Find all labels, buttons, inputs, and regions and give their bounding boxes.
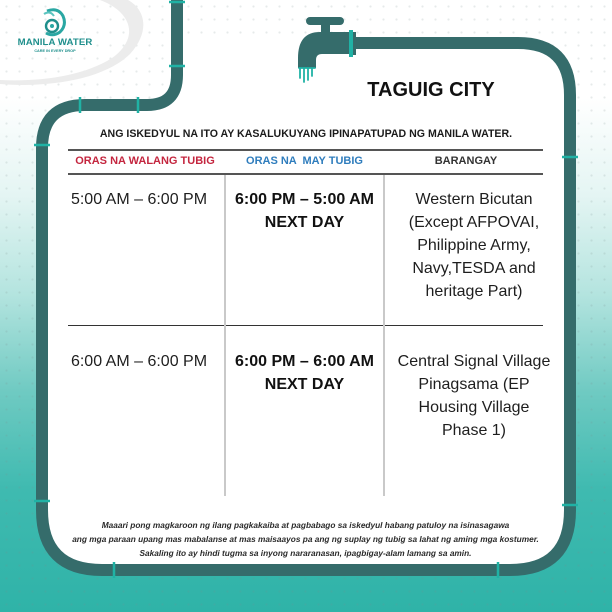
footer-line: Maaari pong magkaroon ng ilang pagkakaiba at pagbabago sa iskedyul habang patuloy na isinasagawa (101, 520, 510, 530)
barangay-line: heritage Part) (425, 283, 523, 300)
page-title: TAGUIG CITY (367, 79, 495, 101)
table-row-1-barangay (384, 188, 564, 303)
barangay-line: Central Signal Village (397, 353, 551, 370)
barangay-line: Housing Village (418, 399, 530, 416)
barangay-line: Phase 1) (441, 422, 507, 439)
barangay-line: Navy,TESDA and (412, 260, 536, 277)
table-row-2-barangay (384, 350, 564, 442)
table-row-1-no-water (55, 188, 223, 211)
footer-line: ang mga paraan upang mas mabalanse at mas maisaayos pa ang ng suplay ng tubig sa lahat ng aming mga kostumer. (72, 534, 539, 544)
footer-line: Sakaling ito ay hindi tugma sa inyong nararanasan, ipagbigay-alam lamang sa amin. (139, 548, 472, 558)
table-row-2-no-water (55, 350, 223, 373)
footer-disclaimer (47, 518, 564, 560)
with-water-note: NEXT DAY (264, 214, 345, 231)
logo-tagline: CARE IN EVERY DROP (34, 49, 76, 53)
table-row-1-with-water (225, 188, 384, 234)
schedule-notice: ANG ISKEDYUL NA ITO AY KASALUKUYANG IPINAPATUPAD NG MANILA WATER. (99, 128, 513, 140)
water-swirl-logo-icon (38, 8, 68, 38)
table-top-border (68, 149, 543, 151)
content-panel (42, 43, 570, 570)
header-with-water: ORAS NA MAY TUBIG (246, 155, 363, 167)
with-water-note: NEXT DAY (264, 376, 345, 393)
table-row-2-with-water (225, 350, 384, 396)
table-header-border (68, 173, 543, 175)
logo-wordmark: MANILA WATER (17, 37, 93, 48)
with-water-time: 6:00 PM – 6:00 AM (234, 353, 374, 370)
header-no-water: ORAS NA WALANG TUBIG (75, 155, 215, 167)
barangay-line: Western Bicutan (415, 191, 533, 208)
barangay-line: Pinagsama (EP (418, 376, 530, 393)
header-barangay: BARANGAY (434, 155, 498, 167)
barangay-line: Philippine Army, (417, 237, 531, 254)
no-water-time: 5:00 AM – 6:00 PM (70, 191, 208, 208)
with-water-time: 6:00 PM – 5:00 AM (234, 191, 374, 208)
row-divider (68, 325, 543, 326)
no-water-time: 6:00 AM – 6:00 PM (70, 353, 208, 370)
barangay-line: (Except AFPOVAI, (408, 214, 540, 231)
